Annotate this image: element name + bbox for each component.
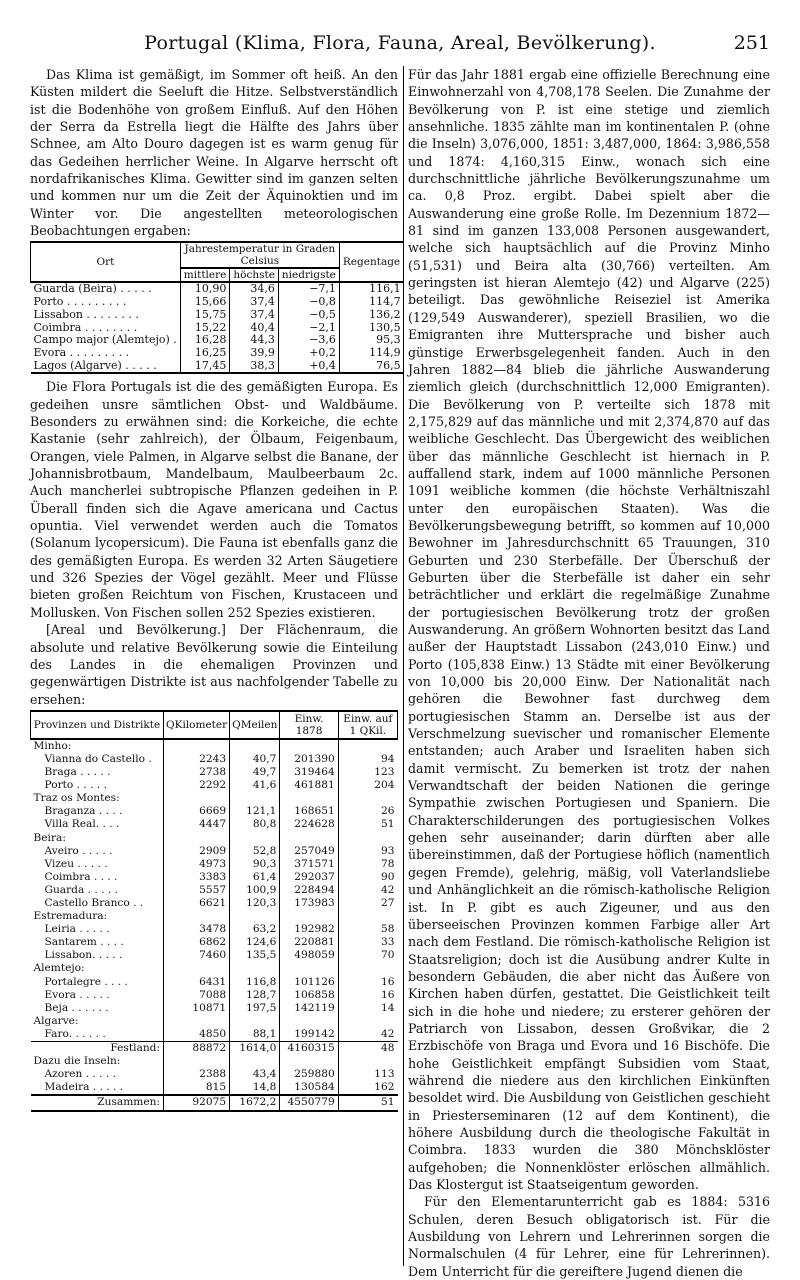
pop-einw: 498059: [280, 949, 338, 962]
pop-dens: 42: [338, 884, 397, 897]
pop-qkm: 4447: [164, 818, 230, 831]
pop-group-row: [31, 792, 398, 805]
pop-empty-cell: [230, 1015, 280, 1028]
pop-col-dens: Einw. auf 1 QKil.: [338, 711, 397, 739]
pop-group-row: [31, 832, 398, 845]
pop-dens: 33: [338, 936, 397, 949]
pop-qmeilen: 121,1: [230, 805, 280, 818]
pop-qkm: 88872: [164, 1042, 230, 1056]
areal-lead: [Areal und Bevölkerung.]: [46, 622, 226, 638]
pop-empty-cell: [338, 1055, 397, 1068]
pop-row: [31, 845, 398, 858]
pop-empty-cell: [338, 739, 397, 753]
pop-qmeilen: 41,6: [230, 779, 280, 792]
pop-qmeilen: 100,9: [230, 884, 280, 897]
pop-row: [31, 884, 398, 897]
pop-name: Lissabon. . . . .: [44, 949, 123, 962]
pop-total-row: [31, 1095, 398, 1110]
pop-einw: 259880: [280, 1068, 338, 1081]
pop-name: Villa Real. . . .: [44, 818, 120, 831]
pop-empty-cell: [280, 910, 338, 923]
pop-qkm: 3478: [164, 923, 230, 936]
climate-max: 38,3: [230, 360, 279, 374]
pop-dens: 204: [338, 779, 397, 792]
pop-dens: 16: [338, 989, 397, 1002]
pop-qmeilen: 128,7: [230, 989, 280, 1002]
pop-qmeilen: 1672,2: [230, 1095, 280, 1110]
pop-name: Braganza . . . .: [44, 805, 123, 818]
pop-row: [31, 805, 398, 818]
pop-empty-cell: [230, 792, 280, 805]
climate-row: [31, 282, 404, 296]
pop-empty-cell: [338, 910, 397, 923]
pop-qmeilen: 61,4: [230, 871, 280, 884]
pop-einw: 201390: [280, 753, 338, 766]
pop-row: [31, 871, 398, 884]
pop-qmeilen: 49,7: [230, 766, 280, 779]
pop-einw: 4550779: [280, 1095, 338, 1110]
pop-group-name: Algarve:: [33, 1014, 79, 1027]
pop-einw: 199142: [280, 1028, 338, 1042]
pop-empty-cell: [280, 792, 338, 805]
pop-empty-cell: [164, 962, 230, 975]
pop-name: Castello Branco . .: [44, 897, 144, 910]
pop-group-name: Traz os Montes:: [33, 792, 120, 805]
pop-name: Zusammen:: [31, 1095, 164, 1110]
climate-col-rain: Regentage: [339, 242, 403, 282]
pop-qmeilen: 80,8: [230, 818, 280, 831]
pop-qmeilen: 120,3: [230, 897, 280, 910]
pop-empty-cell: [280, 962, 338, 975]
climate-paragraph: Das Klima ist gemäßigt, im Sommer oft heiß. An den Küsten mildert die Seeluft die Hitze. Selbstverständlich ist die Bodenhöhe von großem Einfluß. Auf den Höhen der Serra da Estrella liegt die Hälfte des Jahrs über Schnee, am Alto Douro dagegen ist es warm genug für das Gedeihen herrlicher Weine. In Algarve herrscht oft nordafrikanisches Klima. Gewitter sind im ganzen selten und kommen nur um die Zeit der Äquinoktien und im Winter vor. Die angestellten meteorologischen Beobachtungen ergaben:: [30, 67, 398, 239]
areal-paragraph: [30, 621, 398, 708]
pop-name: Faro. . . . . .: [44, 1027, 106, 1040]
pop-qkm: 6669: [164, 805, 230, 818]
climate-min: +0,2: [278, 347, 339, 360]
pop-dens: 58: [338, 923, 397, 936]
pop-qkm: 7460: [164, 949, 230, 962]
pop-einw: 130584: [280, 1081, 338, 1095]
pop-name: Porto . . . . .: [44, 779, 107, 792]
climate-col-max: höchste: [230, 268, 279, 282]
climate-min: +0,4: [278, 360, 339, 374]
climate-row: [31, 296, 404, 309]
climate-col-ort: Ort: [31, 242, 181, 282]
climate-rain: 76,5: [339, 360, 403, 374]
pop-group-name: Alemtejo:: [33, 962, 85, 975]
pop-name: Guarda . . . . .: [44, 883, 118, 896]
pop-name: Beja . . . . . .: [44, 1001, 109, 1014]
pop-dens: 26: [338, 805, 397, 818]
pop-empty-cell: [338, 962, 397, 975]
pop-einw: 224628: [280, 818, 338, 831]
pop-empty-cell: [164, 739, 230, 753]
pop-empty-cell: [280, 1015, 338, 1028]
running-header: [30, 30, 770, 56]
column-divider: [403, 66, 404, 1266]
pop-row: [31, 949, 398, 962]
pop-qkm: 2292: [164, 779, 230, 792]
pop-empty-cell: [230, 962, 280, 975]
pop-name: Portalegre . . . .: [44, 975, 128, 988]
pop-qkm: 4973: [164, 858, 230, 871]
pop-einw: 461881: [280, 779, 338, 792]
pop-dens: 90: [338, 871, 397, 884]
population-table: [30, 710, 398, 1112]
pop-row: [31, 976, 398, 989]
climate-rain: 95,3: [339, 334, 403, 347]
pop-einw: 4160315: [280, 1042, 338, 1056]
pop-qkm: 3383: [164, 871, 230, 884]
pop-empty-cell: [164, 910, 230, 923]
pop-einw: 173983: [280, 897, 338, 910]
pop-einw: 220881: [280, 936, 338, 949]
pop-row: [31, 818, 398, 831]
pop-qmeilen: 40,7: [230, 753, 280, 766]
climate-mean: 10,90: [180, 282, 230, 296]
climate-mean: 15,22: [180, 322, 230, 335]
pop-group-name: Estremadura:: [33, 910, 108, 923]
pop-empty-cell: [280, 739, 338, 753]
pop-einw: 371571: [280, 858, 338, 871]
pop-dens: 78: [338, 858, 397, 871]
climate-table: [30, 241, 404, 374]
page-title: Portugal (Klima, Flora, Fauna, Areal, Bevölkerung).: [144, 32, 656, 54]
flora-fauna-paragraph: Die Flora Portugals ist die des gemäßigten Europa. Es gedeihen unsre sämtlichen Obst- und Waldbäume. Besonders zu erwähnen sind: die Korkeiche, die echte Kastanie (sehr zahlreich), der Ölbaum, Feigenbaum, Orangen, viele Palmen, in Algarve selbst die Banane, der Johannisbrotbaum, Mandelbaum, Maulbeerbaum 2c. Auch mancherlei subtropische Pflanzen gedeihen in P. Überall finden sich die Agave americana und Cactus opuntia. Viel verwendet werden auch die Tomatos (Solanum lycopersicum). Die Fauna ist ebenfalls ganz die des gemäßigten Europa. Es werden 32 Arten Säugetiere und 326 Spezies der Vögel gezählt. Meer und Flüsse bieten großen Reichtum von Fischen, Krustaceen und Mollusken. Von Fischen sollen 252 Spezies existieren.: [30, 379, 398, 620]
pop-qkm: 2738: [164, 766, 230, 779]
pop-col-prov: Provinzen und Distrikte: [31, 711, 164, 739]
climate-max: 37,4: [230, 309, 279, 322]
climate-col-mean: mittlere: [180, 268, 230, 282]
pop-qkm: 2909: [164, 845, 230, 858]
pop-qkm: 6621: [164, 897, 230, 910]
pop-dens: 70: [338, 949, 397, 962]
pop-qmeilen: 63,2: [230, 923, 280, 936]
pop-group-name: Minho:: [31, 739, 164, 753]
pop-qmeilen: 52,8: [230, 845, 280, 858]
pop-group-row: [31, 1055, 398, 1068]
pop-einw: 142119: [280, 1002, 338, 1015]
pop-dens: 27: [338, 897, 397, 910]
pop-row: [31, 936, 398, 949]
climate-mean: 15,75: [180, 309, 230, 322]
right-column: [408, 66, 770, 1280]
climate-mean: 16,25: [180, 347, 230, 360]
pop-group-row: [31, 739, 398, 753]
climate-row: [31, 360, 404, 374]
pop-qmeilen: 197,5: [230, 1002, 280, 1015]
climate-max: 39,9: [230, 347, 279, 360]
climate-ort: Evora . . . . . . . . .: [33, 345, 130, 359]
climate-max: 40,4: [230, 322, 279, 335]
pop-qkm: 10871: [164, 1002, 230, 1015]
climate-min: −0,5: [278, 309, 339, 322]
pop-qmeilen: 14,8: [230, 1081, 280, 1095]
climate-col-min: niedrigste: [278, 268, 339, 282]
pop-qmeilen: 124,6: [230, 936, 280, 949]
pop-col-einw: Einw. 1878: [280, 711, 338, 739]
climate-ort: Porto . . . . . . . . .: [33, 295, 127, 309]
pop-qkm: 4850: [164, 1028, 230, 1042]
pop-qmeilen: 1614,0: [230, 1042, 280, 1056]
pop-group-row: [31, 1015, 398, 1028]
pop-group-name: Beira:: [33, 831, 66, 844]
pop-einw: 292037: [280, 871, 338, 884]
pop-empty-cell: [280, 832, 338, 845]
areal-text: Der Flächenraum, die absolute und relative Bevölkerung sowie die Einteilung des Landes in die ehemaligen Provinzen und gegenwärtigen Distrikte ist aus nachfolgender Tabelle zu ersehen:: [30, 622, 399, 707]
pop-einw: 257049: [280, 845, 338, 858]
pop-name: Braga . . . . .: [44, 766, 111, 779]
climate-rain: 116,1: [339, 282, 403, 296]
pop-einw: 168651: [280, 805, 338, 818]
pop-qkm: 92075: [164, 1095, 230, 1110]
pop-col-qmeilen: QMeilen: [230, 711, 280, 739]
page-number: 251: [733, 32, 770, 54]
pop-empty-cell: [164, 1055, 230, 1068]
pop-einw: 228494: [280, 884, 338, 897]
pop-row: [31, 1002, 398, 1015]
climate-rain: 114,9: [339, 347, 403, 360]
pop-group-row: [31, 910, 398, 923]
climate-mean: 17,45: [180, 360, 230, 374]
pop-name: Coimbra . . . .: [44, 870, 118, 883]
pop-dens: 51: [338, 1095, 397, 1110]
pop-dens: 113: [338, 1068, 397, 1081]
pop-qmeilen: 116,8: [230, 976, 280, 989]
pop-name: Festland:: [31, 1042, 164, 1056]
pop-qkm: 6431: [164, 976, 230, 989]
climate-max: 37,4: [230, 296, 279, 309]
pop-empty-cell: [338, 832, 397, 845]
climate-ort: Guarda (Beira) . . . . .: [31, 282, 181, 296]
pop-group-row: [31, 962, 398, 975]
pop-qkm: 5557: [164, 884, 230, 897]
pop-dens: 162: [338, 1081, 397, 1095]
climate-max: 44,3: [230, 334, 279, 347]
pop-name: Vianna do Castello .: [44, 752, 152, 765]
pop-empty-cell: [164, 792, 230, 805]
pop-qmeilen: 135,5: [230, 949, 280, 962]
pop-empty-cell: [280, 1055, 338, 1068]
population-paragraph: Für das Jahr 1881 ergab eine offizielle Berechnung eine Einwohnerzahl von 4,708,178 Seelen. Die Zunahme der Bevölkerung von P. ist eine stetige und ziemlich ansehnliche. 1835 zählte man im kontinentalen P. (ohne die Inseln) 3,076,000, 1851: 3,487,000, 1864: 3,986,558 und 1874: 4,160,315 Einw., wonach sich eine durchschnittliche jährliche Bevölkerungszunahme um ca. 0,8 Proz. ergibt. Dabei spielt aber die Auswanderung eine große Rolle. Im Dezennium 1872—81 sind im ganzen 133,008 Personen ausgewandert, welche sich hauptsächlich auf die Provinz Minho (51,531) und Beira alta (30,766) verteilten. Am geringsten ist hieran Alemtejo (42) und Algarve (225) beteiligt. Das gewöhnliche Reiseziel ist Amerika (129,549 Auswanderer), speziell Brasilien, wo die Emigranten ihre Muttersprache und bisher auch günstige Erwerbsgelegenheit fanden. Auch in den Jahren 1882—84 blieb die jährliche Auswanderung ziemlich gleich (durchschnittlich 12,000 Emigranten). Die Bevölkerung von P. verteilte sich 1878 mit 2,175,829 auf das männliche und mit 2,374,870 auf das weibliche Geschlecht. Das Übergewicht des weiblichen über das männliche Geschlecht ist hiernach in P. auffallend stark, indem auf 1000 männliche Personen 1091 weibliche kommen (die höchste Verhältniszahl unter den europäischen Staaten). Was die Bevölkerungsbewegung betrifft, so kommen auf 10,000 Bewohner im Jahresdurchschnitt 65 Trauungen, 310 Geburten und 230 Sterbefälle. Der Überschuß der Geburten über die Sterbefälle ist daher ein sehr beträchtlicher und erklärt die regelmäßige Zunahme der portugiesischen Bevölkerung trotz der großen Auswanderung. An größern Wohnorten besitzt das Land außer der Hauptstadt Lissabon (243,010 Einw.) und Porto (105,838 Einw.) 13 Städte mit einer Bevölkerung von 10,000 bis 20,000 Einw. Der Nationalität nach gehören die Bewohner fast durchweg dem portugiesischen Stamm an. Derselbe ist aus der Verschmelzung suevischer und romanischer Elemente entstanden; auch Araber und Israeliten haben sich damit vermischt. Zu bemerken ist trotz der nahen Verwandtschaft der beiden Nationen die geringe Sympathie zwischen Portugiesen und Spaniern. Die Charakterschilderungen des portugiesischen Volkes gehen sehr auseinander; darin dürften aber alle übereinstimmen, daß der Portugiese höflich (namentlich gegen Fremde), gelehrig, mäßig, voll Vaterlandsliebe und Anhänglichkeit an die römisch-katholische Religion ist. In P. gibt es auch Zigeuner, und aus den überseeischen Provinzen kommen Farbige aller Art nach dem Festland. Die römisch-katholische Religion ist Staatsreligion; doch ist die Ausübung andrer Kulte in besondern Gebäuden, die aber nicht das Äußere von Kirchen haben dürfen, gestattet. Die Geistlichkeit teilt sich in die hohe und niedere; zu ersterer gehören der Patriarch von Lissabon, dessen Großvikar, die 2 Erzbischöfe von Braga und Evora und 16 Bischöfe. Die hohe Geistlichkeit empfängt Subsidien vom Staat, während die niedere aus den kirchlichen Einkünften besoldet wird. Die Ausbildung von Geistlichen geschieht in Priesterseminaren (12 auf dem Kontinent), die höhere Ausbildung durch die theologische Fakultät in Coimbra. 1833 wurden die 380 Mönchsklöster aufgehoben; die Nonnenklöster erlöschen allmählich. Das Klostergut ist Staatseigentum geworden.: [408, 67, 770, 1192]
pop-dens: 14: [338, 1002, 397, 1015]
climate-min: −3,6: [278, 334, 339, 347]
pop-row: [31, 923, 398, 936]
pop-row: [31, 766, 398, 779]
pop-name: Aveiro . . . . .: [44, 844, 113, 857]
climate-row: [31, 347, 404, 360]
pop-row: [31, 1028, 398, 1042]
pop-col-qkm: QKilometer: [164, 711, 230, 739]
pop-dens: 48: [338, 1042, 397, 1056]
climate-rain: 114,7: [339, 296, 403, 309]
climate-min: −7,1: [278, 282, 339, 296]
pop-name: Leiria . . . . .: [44, 923, 110, 936]
pop-einw: 192982: [280, 923, 338, 936]
climate-ort: Lagos (Algarve) . . . . .: [31, 360, 181, 374]
pop-row: [31, 779, 398, 792]
pop-name: Vizeu . . . . .: [44, 857, 108, 870]
pop-group-name: Dazu die Inseln:: [33, 1055, 121, 1068]
climate-ort: Campo major (Alemtejo) .: [33, 333, 177, 347]
pop-qkm: 6862: [164, 936, 230, 949]
pop-empty-cell: [164, 1015, 230, 1028]
pop-qkm: 2388: [164, 1068, 230, 1081]
pop-empty-cell: [230, 910, 280, 923]
pop-dens: 94: [338, 753, 397, 766]
pop-name: Evora . . . . .: [44, 988, 110, 1001]
pop-row: [31, 897, 398, 910]
pop-dens: 51: [338, 818, 397, 831]
climate-rain: 136,2: [339, 309, 403, 322]
pop-einw: 101126: [280, 976, 338, 989]
pop-row: [31, 1081, 398, 1095]
pop-empty-cell: [230, 739, 280, 753]
pop-name: Santarem . . . .: [44, 936, 124, 949]
pop-row: [31, 989, 398, 1002]
pop-qkm: 2243: [164, 753, 230, 766]
pop-row: [31, 1068, 398, 1081]
pop-qkm: 7088: [164, 989, 230, 1002]
pop-einw: 319464: [280, 766, 338, 779]
pop-dens: 42: [338, 1028, 397, 1042]
pop-total-row: [31, 1042, 398, 1056]
pop-empty-cell: [338, 792, 397, 805]
pop-dens: 16: [338, 976, 397, 989]
climate-col-group: Jahrestemperatur in Graden Celsius: [180, 242, 339, 268]
pop-empty-cell: [164, 832, 230, 845]
climate-min: −0,8: [278, 296, 339, 309]
pop-row: [31, 753, 398, 766]
pop-dens: 123: [338, 766, 397, 779]
climate-max: 34,6: [230, 282, 279, 296]
pop-dens: 93: [338, 845, 397, 858]
pop-empty-cell: [230, 1055, 280, 1068]
pop-qmeilen: 88,1: [230, 1028, 280, 1042]
education-paragraph: Für den Elementarunterricht gab es 1884: 5316 Schulen, deren Besuch obligatorisch ist. Für die Ausbildung von Lehrern und Lehrerinnen sorgen die Normalschulen (4 für Lehrer, eine für Lehrerinnen). Dem Unterricht für die gereiftere Jugend dienen die: [408, 1194, 770, 1279]
climate-rain: 130,5: [339, 322, 403, 335]
pop-einw: 106858: [280, 989, 338, 1002]
left-column: [30, 66, 401, 1112]
climate-min: −2,1: [278, 322, 339, 335]
climate-row: [31, 309, 404, 322]
pop-qmeilen: 43,4: [230, 1068, 280, 1081]
pop-empty-cell: [338, 1015, 397, 1028]
pop-row: [31, 858, 398, 871]
climate-mean: 15,66: [180, 296, 230, 309]
climate-ort: Coimbra . . . . . . . .: [33, 320, 138, 334]
climate-ort: Lissabon . . . . . . . .: [33, 307, 139, 321]
climate-mean: 16,28: [180, 334, 230, 347]
pop-qmeilen: 90,3: [230, 858, 280, 871]
pop-empty-cell: [230, 832, 280, 845]
pop-name: Azoren . . . . .: [44, 1068, 116, 1081]
pop-name: Madeira . . . . .: [44, 1081, 124, 1094]
pop-qkm: 815: [164, 1081, 230, 1095]
